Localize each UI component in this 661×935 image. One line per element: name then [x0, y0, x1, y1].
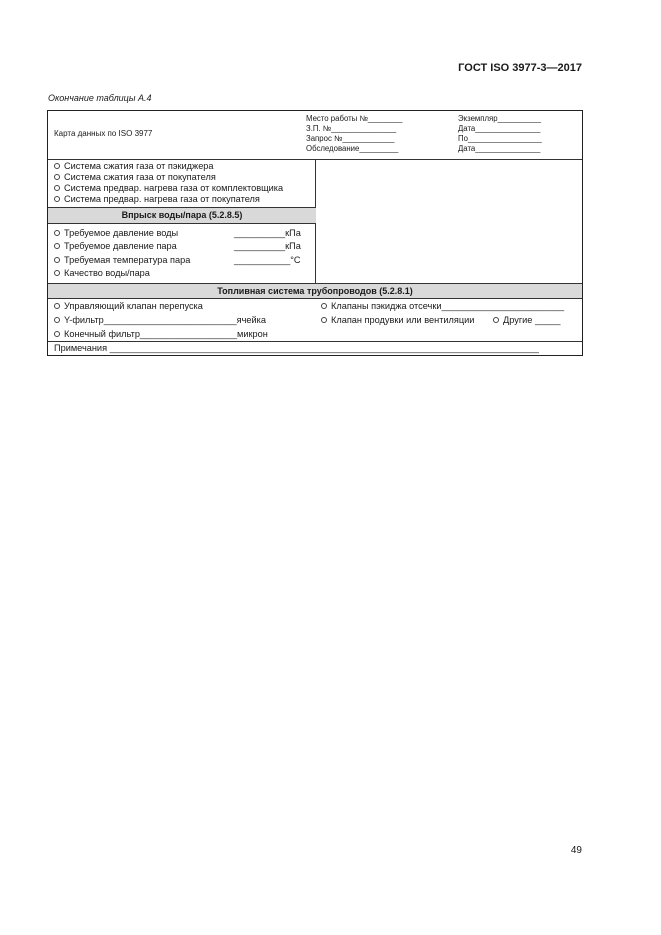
radio-icon — [54, 331, 60, 337]
list-item[interactable]: Требуемое давление пара — [54, 241, 177, 251]
header-field[interactable]: Дата_______________ — [458, 144, 541, 153]
header-field[interactable]: Обследование_________ — [306, 144, 399, 153]
radio-icon — [54, 163, 60, 169]
radio-icon — [54, 196, 60, 202]
radio-icon — [54, 270, 60, 276]
divider — [48, 341, 582, 342]
header-field[interactable]: Дата_______________ — [458, 124, 541, 133]
radio-icon — [493, 317, 499, 323]
list-item[interactable]: Клапан продувки или вентиляции — [321, 315, 474, 325]
page-number: 49 — [570, 845, 582, 856]
data-sheet-form — [47, 110, 583, 356]
radio-icon — [54, 185, 60, 191]
standard-number: ГОСТ ISO 3977-3—2017 — [458, 62, 582, 74]
header-field[interactable]: Экземпляр__________ — [458, 114, 541, 123]
radio-icon — [54, 303, 60, 309]
unit-field[interactable]: ___________°C — [234, 255, 301, 265]
list-item[interactable]: Управляющий клапан перепуска — [54, 301, 203, 311]
radio-icon — [54, 257, 60, 263]
header-field[interactable]: Место работы №________ — [306, 114, 403, 123]
radio-icon — [54, 174, 60, 180]
unit-field[interactable]: __________кПа — [234, 228, 301, 238]
list-item[interactable]: Качество воды/пара — [54, 268, 150, 278]
header-col-2 — [458, 114, 542, 154]
water-section-title: Впрыск воды/пара (5.2.8.5) — [48, 207, 316, 224]
fuel-section-title: Топливная система трубопроводов (5.2.8.1) — [48, 283, 582, 299]
header-left-label: Карта данных по ISO 3977 — [54, 129, 153, 138]
header-field[interactable]: Запрос №____________ — [306, 134, 395, 143]
radio-icon — [54, 317, 60, 323]
notes-field[interactable]: Примечания ____________________________________________________________________________________ — [54, 343, 539, 353]
header-field[interactable]: По_________________ — [458, 134, 542, 143]
list-item[interactable]: Система предвар. нагрева газа от покупателя — [54, 194, 260, 204]
list-item[interactable]: Требуемое давление воды — [54, 228, 178, 238]
list-item[interactable]: Система сжатия газа от покупателя — [54, 172, 216, 182]
list-item[interactable]: Клапаны пэкиджа отсечки________________________ — [321, 301, 564, 311]
radio-icon — [321, 303, 327, 309]
list-item[interactable]: Система сжатия газа от пэкиджера — [54, 161, 214, 171]
list-item[interactable]: Другие _____ — [493, 315, 561, 325]
radio-icon — [54, 230, 60, 236]
radio-icon — [321, 317, 327, 323]
list-item[interactable]: Требуемая температура пара — [54, 255, 190, 265]
header-col-1 — [306, 114, 403, 154]
radio-icon — [54, 243, 60, 249]
unit-field[interactable]: __________кПа — [234, 241, 301, 251]
header-field[interactable]: З.П. №_______________ — [306, 124, 397, 133]
list-item[interactable]: Конечный фильтр___________________микрон — [54, 329, 268, 339]
list-item[interactable]: Y-фильтр__________________________ячейка — [54, 315, 266, 325]
list-item[interactable]: Система предвар. нагрева газа от комплектовщика — [54, 183, 283, 193]
table-caption: Окончание таблицы А.4 — [48, 93, 152, 103]
